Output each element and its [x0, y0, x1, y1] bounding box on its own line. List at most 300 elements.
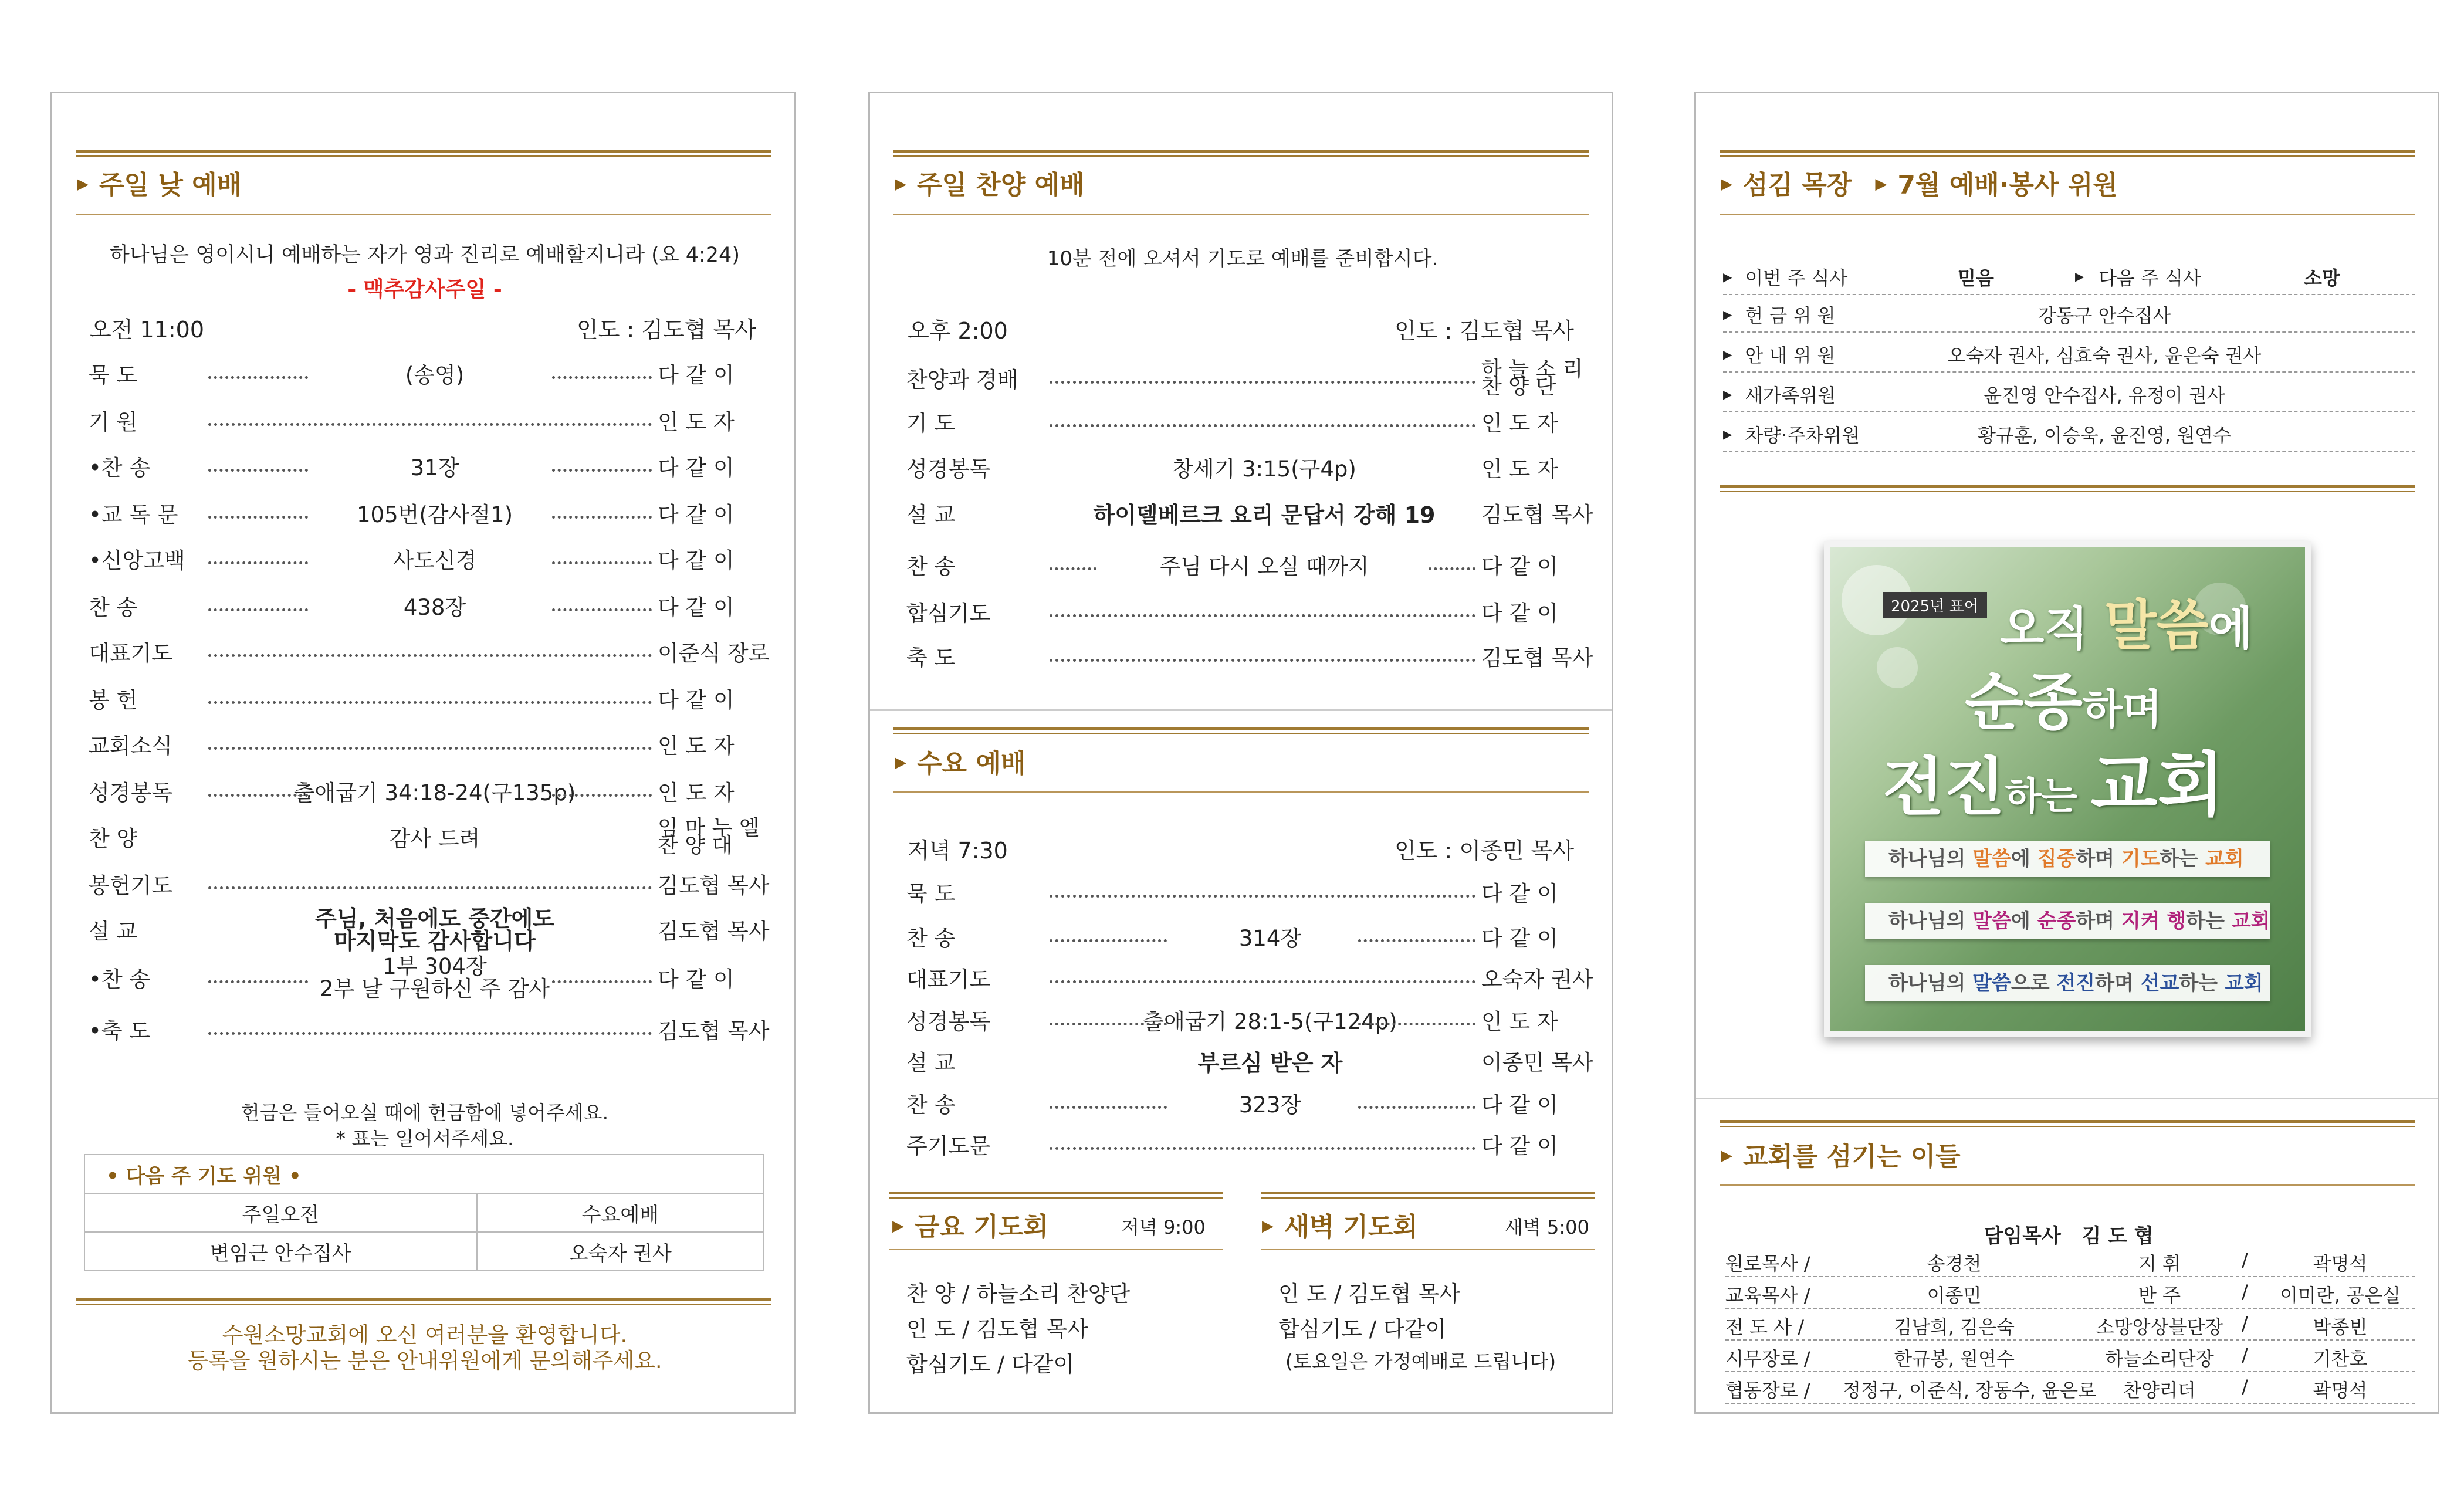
order-label: 찬 양 [89, 826, 138, 851]
motto-bar-word: 말씀 [1972, 972, 2011, 995]
offering-note: 헌금은 들어오실 때에 헌금함에 넣어주세요. [241, 1101, 609, 1124]
prep-note: 10분 전에 오셔서 기도로 예배를 준비합시다. [1047, 247, 1439, 270]
staff-slash: / [2242, 1376, 2248, 1398]
order-right: 인 도 자 [1481, 1009, 1558, 1034]
staff-slash: / [2242, 1344, 2248, 1366]
servant-row [1723, 381, 2415, 410]
dawn-line-3: (토요일은 가정예배로 드립니다) [1285, 1350, 1556, 1373]
order-row [906, 1091, 1581, 1120]
staff-name-2: 박종빈 [2313, 1316, 2368, 1338]
motto-bar-word: 교회 [2224, 972, 2263, 995]
motto-bar-word: 교회 [2205, 847, 2244, 871]
order-label: 묵 도 [89, 363, 138, 388]
order-row [906, 599, 1581, 628]
bokeh-light [1877, 647, 1918, 688]
staff-name-2: 기찬호 [2313, 1348, 2368, 1370]
section-title [77, 164, 242, 201]
motto-poster [1824, 541, 2311, 1037]
leader-dots [552, 608, 652, 611]
servant-row [1723, 301, 2415, 330]
title-underline [76, 214, 771, 215]
order-label: 설 교 [906, 1050, 956, 1075]
staff-name-2: 이미란, 공은실 [2280, 1284, 2401, 1307]
triangle-icon: ▶ [1875, 175, 1887, 193]
leader-dots [208, 654, 652, 657]
order-right: 다 같 이 [658, 595, 735, 620]
staff-role-2: 찬양리더 [2123, 1379, 2196, 1402]
servant-label: 차량·주차위원 [1745, 424, 1860, 446]
leader-dots [208, 980, 308, 983]
welcome-line-1: 수원소망교회에 오신 여러분을 환영합니다. [222, 1322, 628, 1348]
order-row [906, 1007, 1581, 1037]
order-label: 주기도문 [906, 1133, 990, 1159]
order-right: 다 같 이 [658, 548, 735, 573]
order-row [89, 816, 763, 858]
prayer-value-sunday: 변임근 안수집사 [84, 1232, 477, 1271]
triangle-icon: ▶ [895, 754, 906, 771]
leader-dots [208, 1032, 652, 1035]
top-rule [76, 150, 771, 157]
praise-leader: 인도 : 김도협 목사 [1395, 318, 1574, 344]
praise-title: 주일 찬양 예배 [917, 170, 1085, 200]
staff-role: 협동장로 / [1725, 1379, 1810, 1402]
motto-bar-word: 하나님의 [1888, 847, 1973, 871]
order-row [89, 361, 763, 390]
leader-dots [552, 561, 652, 564]
section-title [895, 742, 1025, 780]
order-detail: (송영) [405, 363, 465, 388]
section-title [1721, 164, 2118, 201]
motto-bar-word: 순종 [2037, 909, 2076, 933]
staff-rule [1720, 1120, 2415, 1127]
order-row [906, 455, 1581, 484]
order-row [906, 879, 1581, 909]
motto-word: 하며 [2082, 685, 2162, 733]
order-label: 교회소식 [89, 733, 172, 759]
staff-role: 시무장로 / [1725, 1348, 1810, 1370]
order-row [89, 1017, 770, 1046]
leader-dots [208, 886, 652, 889]
order-right: 김도협 목사 [658, 919, 770, 944]
leader-dots [1358, 939, 1475, 942]
senior-pastor: 담임목사 김 도 협 [1984, 1224, 2154, 1248]
mid-rule [1720, 485, 2415, 492]
order-row [89, 500, 763, 530]
order-detail: 출애굽기 28:1-5(구124p) [1143, 1009, 1397, 1034]
order-label: 합심기도 [906, 601, 990, 626]
order-row [89, 871, 770, 901]
dawn-rule [1261, 1192, 1595, 1199]
order-row [906, 409, 1581, 438]
motto-word: 순종 [1965, 666, 2083, 738]
leader-dots [552, 980, 652, 983]
staff-slash: / [2242, 1249, 2248, 1271]
order-row [89, 639, 770, 668]
staff-name: 김남희, 김은숙 [1894, 1316, 2015, 1338]
order-right: 하 늘 소 리 찬 양 단 [1481, 357, 1583, 399]
staff-slash: / [2242, 1312, 2248, 1335]
motto-bar-word: 말씀 [1972, 909, 2011, 933]
order-right: 다 같 이 [1481, 1092, 1558, 1118]
staff-name: 정정구, 이준식, 장동수, 윤은로 [1843, 1379, 2096, 1402]
motto-bar-word: 말씀 [1972, 847, 2011, 871]
servant-value: 윤진영 안수집사, 유정이 권사 [1984, 384, 2225, 407]
order-row [89, 546, 763, 576]
order-right: 인 도 자 [658, 409, 735, 435]
order-row [89, 593, 763, 622]
prayer-box [84, 1154, 764, 1271]
triangle-icon: ▶ [895, 175, 906, 193]
order-label: 설 교 [906, 502, 956, 527]
dashed-divider [1725, 1276, 2415, 1277]
order-detail: 주님, 처음에도 중간에도 마지막도 감사합니다 [315, 906, 554, 954]
order-right: 인 도 자 [658, 780, 735, 805]
order-label: 찬 송 [906, 1092, 956, 1118]
leader-dots [1050, 895, 1475, 898]
dawn-line-2: 합심기도 / 다같이 [1278, 1316, 1447, 1342]
order-row [906, 644, 1593, 673]
motto-line-3 [1883, 729, 2225, 829]
leader-dots [1050, 381, 1475, 384]
prayer-header-sunday: 주일오전 [84, 1193, 477, 1232]
staff-role: 교육목사 / [1725, 1284, 1810, 1307]
order-label: 대표기도 [906, 967, 990, 992]
servants-panel [1694, 92, 2439, 1414]
special-sunday: - 맥추감사주일 - [347, 277, 502, 302]
motto-bar-word: 하며 [2076, 909, 2121, 933]
order-row [906, 357, 1583, 399]
servant-value: 오숙자 권사, 심효숙 권사, 윤은숙 권사 [1947, 344, 2262, 367]
staff-role-2: 반 주 [2138, 1284, 2181, 1307]
dashed-divider [1723, 451, 2415, 452]
wed-leader: 인도 : 이종민 목사 [1395, 838, 1574, 864]
this-week-label: 이번 주 식사 [1745, 267, 1848, 289]
leader-dots [1050, 1023, 1167, 1025]
order-detail: 323장 [1238, 1092, 1302, 1118]
order-right: 다 같 이 [1481, 1133, 1558, 1159]
order-right: 인 도 자 [1481, 411, 1558, 436]
friday-rule [889, 1192, 1223, 1199]
triangle-icon: ▶ [1721, 1147, 1732, 1165]
staff-role-2: 소망앙상블단장 [2096, 1316, 2223, 1338]
order-right: 오숙자 권사 [1481, 967, 1593, 992]
wed-time: 저녁 7:30 [908, 838, 1008, 864]
order-detail: 출애굽기 34:18-24(구135p) [293, 780, 576, 805]
title-underline [1720, 214, 2415, 215]
staff-row [1725, 1281, 2415, 1310]
dashed-divider [1725, 1308, 2415, 1309]
motto-bar [1865, 965, 2270, 1001]
servant-label: 새가족위원 [1745, 384, 1836, 407]
order-label: 찬 송 [906, 926, 956, 951]
order-right: 다 같 이 [658, 502, 735, 527]
triangle-icon: ▶ [892, 1217, 904, 1235]
motto-bar-word: 하며 [2095, 972, 2141, 995]
motto-bar-word: 하는 [2186, 909, 2232, 933]
order-right: 다 같 이 [1481, 601, 1558, 626]
servant-value: 황규훈, 이승욱, 윤진영, 원연수 [1978, 424, 2231, 446]
dashed-divider [1725, 1403, 2415, 1404]
leader-dots [208, 561, 308, 564]
order-detail: 창세기 3:15(구4p) [1172, 456, 1356, 482]
motto-bar-word: 기도 [2121, 847, 2160, 871]
motto-line-1 [2000, 583, 2253, 660]
staff-role: 전 도 사 / [1725, 1316, 1805, 1338]
this-week-value: 믿음 [1958, 267, 1994, 289]
standing-note: * 표는 일어서주세요. [336, 1127, 514, 1150]
next-week-label: 다음 주 식사 [2099, 267, 2201, 289]
friday-line-3: 합심기도 / 다같이 [906, 1352, 1075, 1377]
dashed-divider [1723, 371, 2415, 373]
order-label: •찬 송 [89, 967, 151, 992]
order-label: 기 도 [906, 411, 956, 436]
staff-name-2: 곽명석 [2313, 1253, 2368, 1275]
year-badge: 2025년 표어 [1883, 592, 1987, 618]
staff-row [1725, 1312, 2415, 1342]
order-label: 설 교 [89, 919, 138, 944]
order-label: •축 도 [89, 1018, 151, 1044]
sunday-morning-panel [50, 92, 796, 1414]
bullet-icon: ▶ [1723, 270, 1732, 284]
motto-line-2 [1965, 653, 2162, 741]
leader-dots [208, 794, 308, 797]
leader-dots [208, 608, 308, 611]
service-time: 오전 11:00 [90, 317, 205, 343]
order-right: 김도협 목사 [658, 1018, 770, 1044]
order-label: •교 독 문 [89, 502, 178, 527]
motto-word: 말씀 [2104, 594, 2209, 657]
staff-slash: / [2242, 1281, 2248, 1303]
staff-row [1725, 1344, 2415, 1373]
order-right: 다 같 이 [658, 688, 735, 713]
order-right: 다 같 이 [1481, 881, 1558, 906]
dawn-time: 새벽 5:00 [1505, 1216, 1589, 1238]
servants-title-1: 섬김 목장 [1743, 170, 1852, 200]
order-row [906, 1048, 1593, 1078]
order-right: 이종민 목사 [1481, 1050, 1593, 1075]
motto-bar-word: 하며 [2076, 847, 2121, 871]
staff-role-2: 지 휘 [2138, 1253, 2181, 1275]
order-right: 인 도 자 [1481, 456, 1558, 482]
motto-word: 하는 [2005, 775, 2078, 818]
servant-label: 안 내 위 원 [1745, 344, 1836, 367]
prayer-title: • 다음 주 기도 위원 • [84, 1155, 764, 1193]
order-row [89, 408, 763, 437]
leader-dots [208, 516, 308, 519]
order-label: •신앙고백 [89, 548, 185, 573]
dashed-divider [1723, 294, 2415, 295]
leader-dots [1429, 567, 1475, 570]
prayer-value-wednesday: 오숙자 권사 [477, 1232, 764, 1271]
leader-dots [1050, 567, 1096, 570]
leader-dots [552, 516, 652, 519]
staff-row [1725, 1376, 2415, 1405]
order-right: 다 같 이 [658, 363, 735, 388]
order-row [906, 1132, 1581, 1161]
order-right: 다 같 이 [658, 967, 735, 992]
motto-word: 에 [2208, 603, 2253, 655]
leader-dots [208, 747, 652, 750]
motto-bar-word: 하는 [2160, 847, 2206, 871]
staff-role-2: 하늘소리단장 [2105, 1348, 2214, 1370]
title-underline [893, 791, 1589, 793]
friday-time: 저녁 9:00 [1121, 1216, 1206, 1238]
leader-dots [1050, 424, 1475, 427]
order-label: 찬 송 [89, 595, 138, 620]
top-rule [893, 150, 1589, 157]
dashed-divider [1723, 411, 2415, 412]
order-right: 김도협 목사 [1481, 502, 1593, 527]
top-rule [1720, 150, 2415, 157]
servant-row [1723, 421, 2415, 450]
motto-bar-word: 으로 [2011, 972, 2057, 995]
staff-name: 송경천 [1927, 1253, 1982, 1275]
services-panel [868, 92, 1613, 1414]
dashed-divider [1725, 1339, 2415, 1341]
dashed-divider [1725, 1371, 2415, 1372]
order-row [89, 686, 763, 715]
order-row [906, 924, 1581, 953]
order-detail: 1부 304장 2부 날 구원하신 주 감사 [319, 954, 550, 1001]
order-detail: 31장 [410, 455, 459, 480]
order-label: 봉헌기도 [89, 873, 172, 898]
order-label: 성경봉독 [89, 780, 172, 805]
bottom-rule [76, 1298, 771, 1305]
friday-line-2: 인 도 / 김도협 목사 [906, 1316, 1088, 1342]
order-label: 묵 도 [906, 881, 956, 906]
order-label: 성경봉독 [906, 1009, 990, 1034]
leader-dots [1050, 614, 1475, 617]
bible-verse: 하나님은 영이시니 예배하는 자가 영과 진리로 예배할지니라 (요 4:24) [110, 243, 740, 267]
order-detail: 105번(감사절1) [357, 502, 513, 527]
friday-line-1: 찬 양 / 하늘소리 찬양단 [906, 1281, 1131, 1307]
motto-bar-word: 하는 [2179, 972, 2225, 995]
order-row [906, 965, 1593, 994]
order-label: 찬양과 경배 [906, 367, 1018, 392]
welcome-line-2: 등록을 원하시는 분은 안내위원에게 문의해주세요. [187, 1348, 662, 1373]
triangle-icon: ▶ [1721, 175, 1732, 193]
service-leader: 인도 : 김도협 목사 [577, 317, 756, 343]
servant-label: 헌 금 위 원 [1745, 304, 1836, 327]
order-label: 기 원 [89, 409, 138, 435]
staff-row [1725, 1249, 2415, 1278]
leader-dots [1050, 659, 1475, 662]
triangle-icon: ▶ [77, 175, 89, 193]
order-label: 성경봉독 [906, 456, 990, 482]
section-title [892, 1206, 1048, 1243]
servant-value: 강동구 안수집사 [2037, 304, 2171, 327]
staff-name: 한규봉, 원연수 [1894, 1348, 2015, 1370]
order-detail: 314장 [1238, 926, 1302, 951]
section-title [895, 164, 1085, 201]
leader-dots [552, 794, 652, 797]
sunday-morning-title: 주일 낮 예배 [99, 170, 242, 200]
order-label: 봉 헌 [89, 688, 138, 713]
bullet-icon: ▶ [1723, 307, 1732, 321]
order-right: 인 도 자 [658, 733, 735, 759]
title-underline [893, 214, 1589, 215]
order-detail: 부르심 받은 자 [1197, 1050, 1343, 1076]
leader-dots [1050, 939, 1167, 942]
staff-name-2: 곽명석 [2313, 1379, 2368, 1402]
order-detail: 주님 다시 오실 때까지 [1159, 554, 1369, 579]
order-right: 김도협 목사 [1481, 645, 1593, 671]
leader-dots [1050, 1147, 1475, 1150]
order-label: 찬 송 [906, 554, 956, 579]
next-week-value: 소망 [2304, 267, 2340, 289]
dawn-line-1: 인 도 / 김도협 목사 [1278, 1281, 1460, 1307]
bullet-icon: ▶ [1723, 427, 1732, 441]
panel-divider [870, 709, 1612, 711]
title-underline [1261, 1249, 1595, 1250]
order-row [906, 500, 1593, 530]
dashed-divider [1723, 331, 2415, 333]
bullet-icon: ▶ [1723, 387, 1732, 401]
leader-dots [208, 469, 308, 472]
panel-divider [1696, 1098, 2438, 1099]
leader-dots [1050, 1106, 1167, 1109]
order-right: 김도협 목사 [658, 873, 770, 898]
leader-dots [208, 423, 652, 426]
friday-title: 금요 기도회 [915, 1212, 1048, 1242]
order-row [89, 779, 763, 808]
motto-bar-word: 집중 [2037, 847, 2076, 871]
motto-bar-word: 선교 [2140, 972, 2179, 995]
leader-dots [208, 701, 652, 704]
leader-dots [1050, 980, 1475, 983]
order-row [89, 954, 763, 1001]
motto-bar-word: 하나님의 [1888, 972, 1973, 995]
order-row [89, 906, 770, 954]
motto-bar-word: 하나님의 [1888, 909, 1973, 933]
order-detail: 하이델베르크 요리 문답서 강해 19 [1093, 502, 1436, 528]
motto-bar [1865, 841, 2270, 877]
meal-row [1723, 263, 2415, 293]
staff-title: 교회를 섬기는 이들 [1743, 1142, 1961, 1172]
motto-bar-word: 지켜 행 [2121, 909, 2187, 933]
leader-dots [1358, 1106, 1475, 1109]
bullet-icon: ▶ [2075, 269, 2084, 283]
section-title [1721, 1135, 1961, 1173]
triangle-icon: ▶ [1262, 1217, 1274, 1235]
motto-bar-word: 교회 [2231, 909, 2270, 933]
wed-rule [893, 727, 1589, 734]
leader-dots [552, 469, 652, 472]
dawn-title: 새벽 기도회 [1284, 1212, 1418, 1242]
motto-bar-word: 에 [2011, 847, 2037, 871]
order-label: 대표기도 [89, 641, 172, 666]
motto-bar [1865, 903, 2270, 939]
servants-title-2: 7월 예배·봉사 위원 [1897, 170, 2118, 200]
order-row [89, 732, 763, 761]
servant-row [1723, 341, 2415, 370]
prayer-header-wednesday: 수요예배 [477, 1193, 764, 1232]
staff-role: 원로목사 / [1725, 1253, 1810, 1275]
bullet-icon: ▶ [1723, 347, 1732, 361]
order-row [906, 552, 1581, 581]
wed-title: 수요 예배 [917, 749, 1026, 779]
section-title [1262, 1206, 1418, 1243]
motto-bar-word: 전진 [2056, 972, 2096, 995]
order-label: 축 도 [906, 645, 956, 671]
motto-word: 오직 [2000, 603, 2089, 655]
order-right: 이준식 장로 [658, 641, 770, 666]
title-underline [1720, 1184, 2415, 1186]
staff-name: 이종민 [1927, 1284, 1982, 1307]
order-detail: 감사 드려 [389, 826, 480, 851]
leader-dots [208, 376, 308, 379]
order-label: •찬 송 [89, 455, 151, 480]
